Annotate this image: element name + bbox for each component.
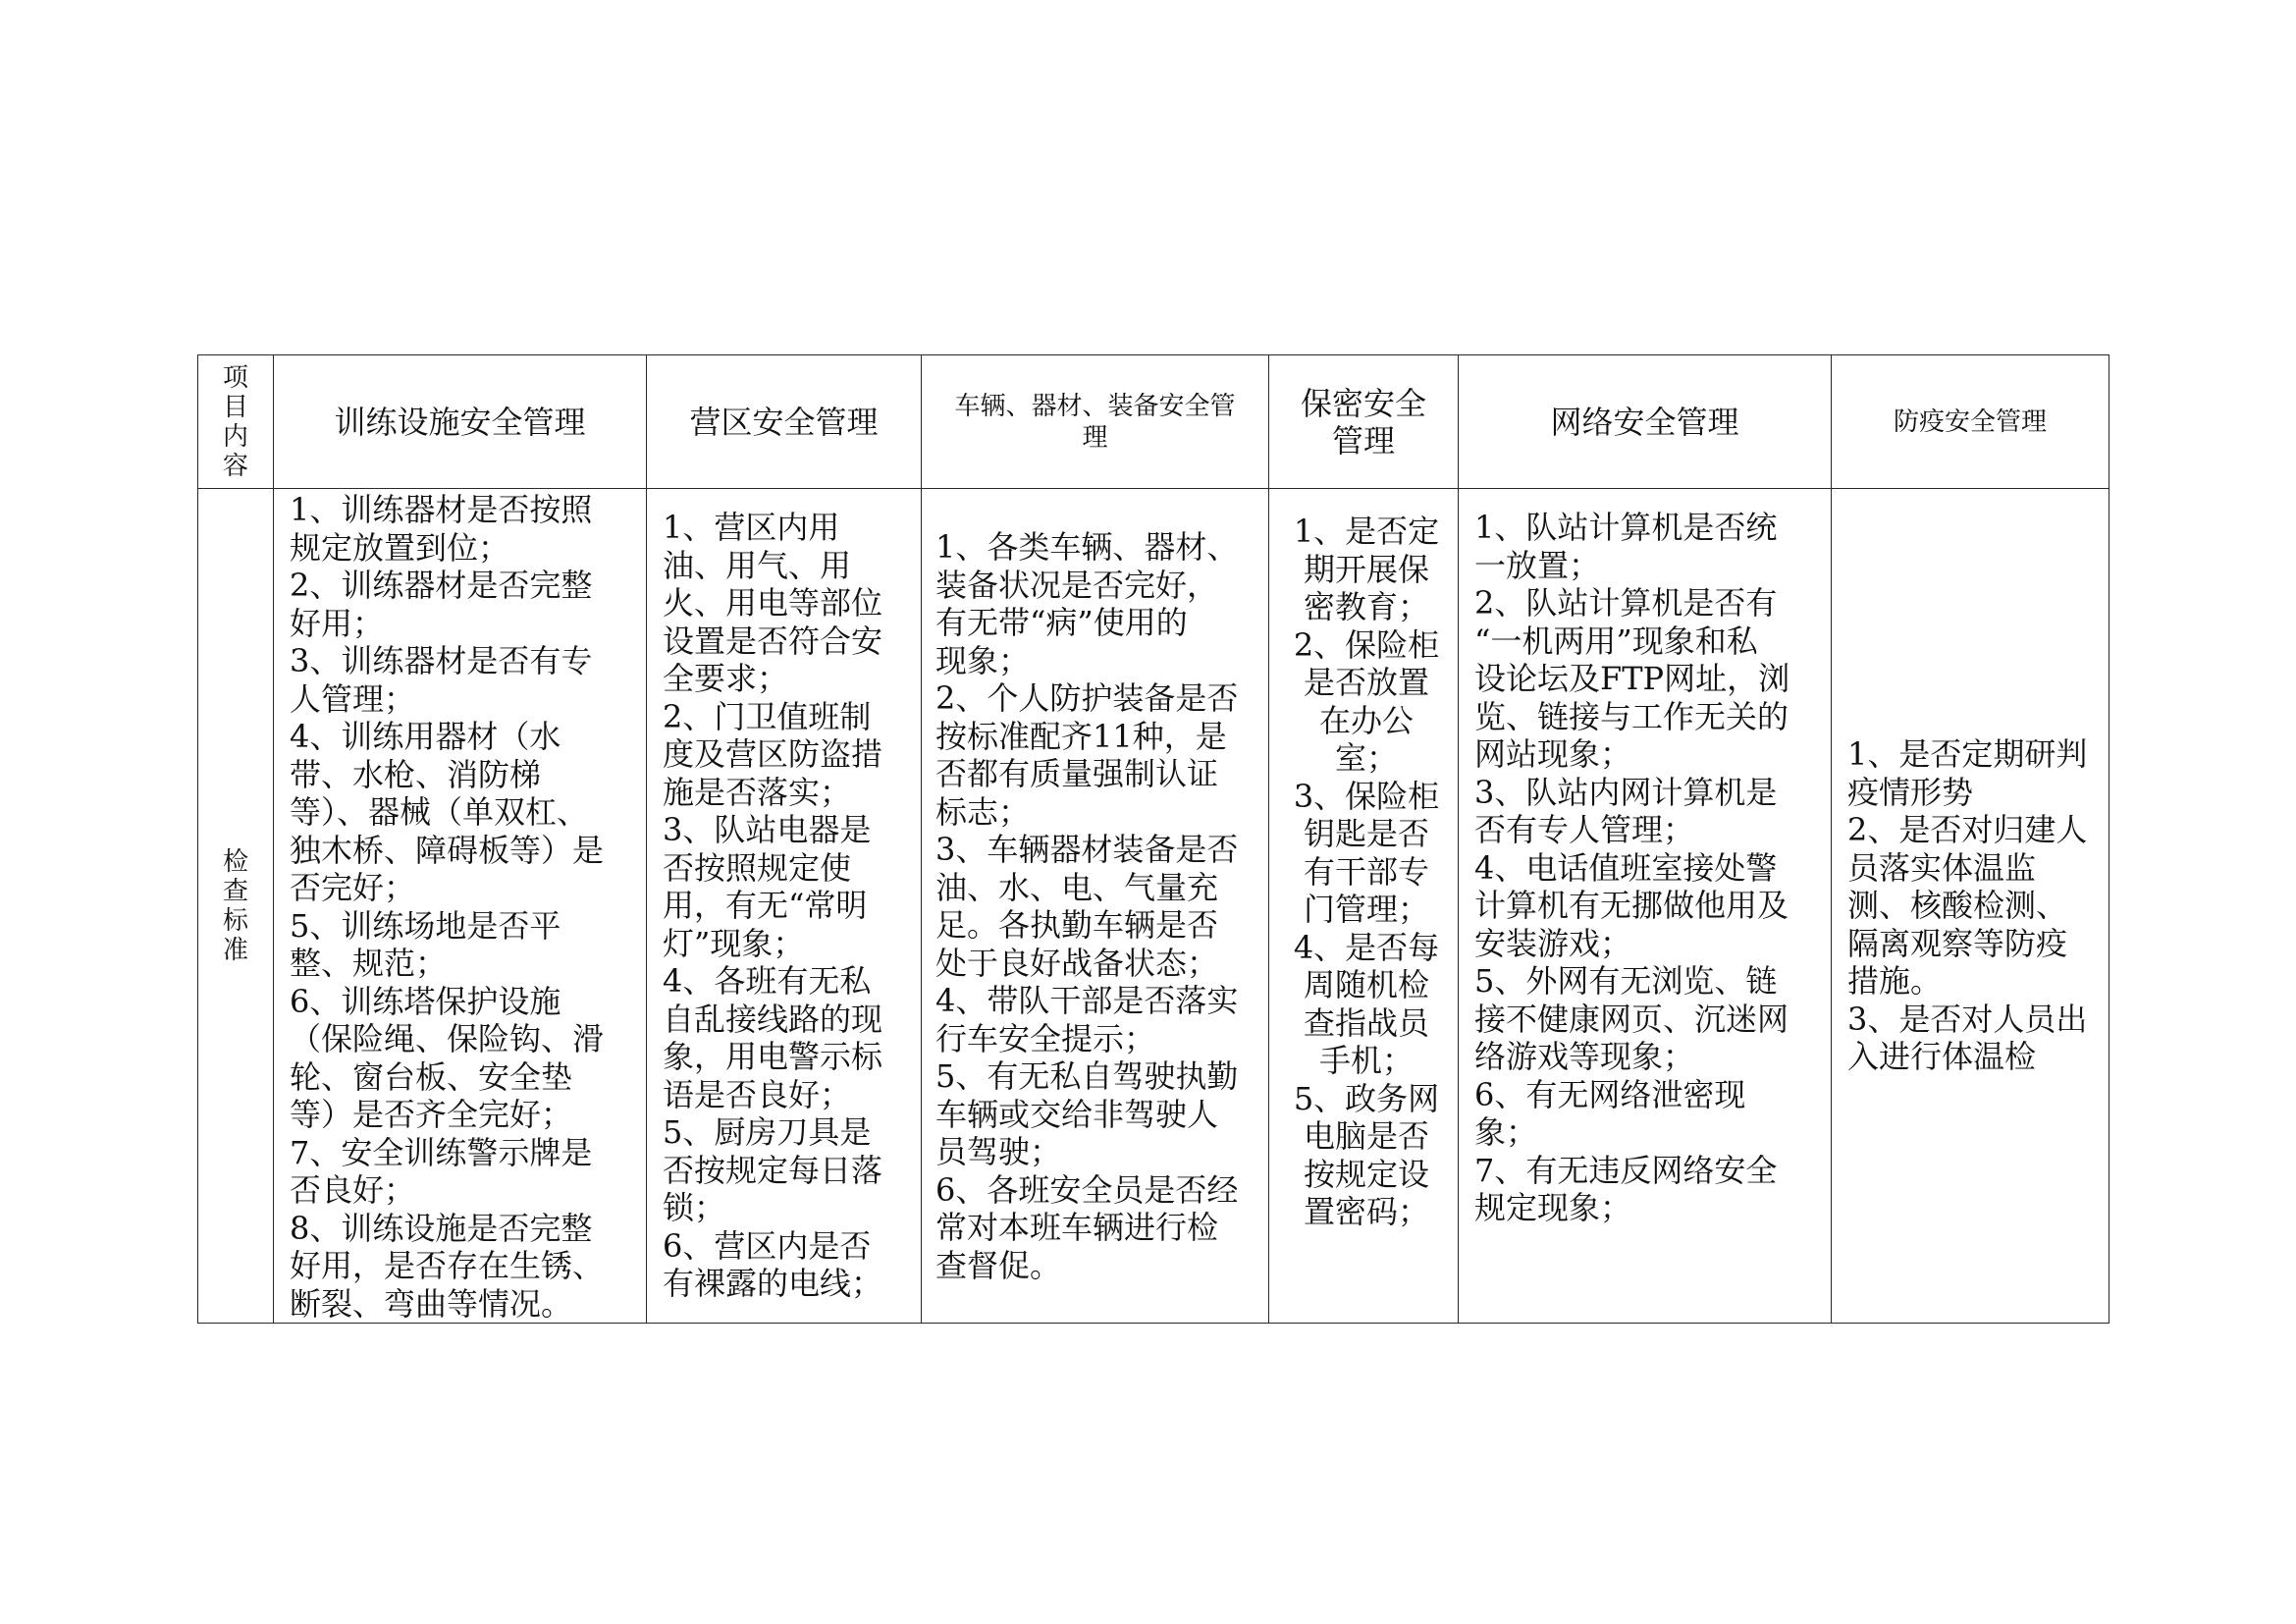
criteria-line: 4、电话值班室接处警 <box>1474 848 1778 887</box>
standards-row <box>198 489 2109 1324</box>
criteria-line: 室； <box>1334 739 1398 777</box>
criteria-line: 2、是否对归建人 <box>1847 811 2088 849</box>
criteria-line: 周随机检 <box>1303 966 1429 1003</box>
criteria-line: 按标准配齐11种，是 <box>935 717 1227 755</box>
criteria-line: 隔离观察等防疫 <box>1847 924 2068 962</box>
criteria-line: 密教育； <box>1303 588 1429 625</box>
criteria-line: 6、营区内是否 <box>663 1226 872 1265</box>
criteria-line: 轮、窗台板、安全垫 <box>290 1057 573 1096</box>
criteria-line: 规定放置到位； <box>290 528 510 567</box>
criteria-line: 4、带队干部是否落实 <box>935 982 1239 1019</box>
criteria-line: 测、核酸检测、 <box>1847 887 2068 925</box>
criteria-line: 电脑是否 <box>1303 1117 1429 1155</box>
criteria-line: 锁； <box>663 1189 726 1226</box>
criteria-line: 现象； <box>935 641 1031 679</box>
criteria-line: 按规定设 <box>1303 1155 1429 1193</box>
criteria-line: 在办公 <box>1318 701 1414 739</box>
criteria-line: 一放置； <box>1474 546 1601 584</box>
criteria-line: 2、保险柜 <box>1293 625 1440 664</box>
criteria-line: 3、车辆器材装备是否 <box>935 831 1239 868</box>
criteria-line: 常对本班车辆进行检 <box>935 1209 1219 1246</box>
criteria-line: 8、训练设施是否完整 <box>290 1209 593 1247</box>
criteria-line: 象； <box>1474 1113 1538 1151</box>
criteria-line: 标志； <box>935 792 1031 831</box>
criteria-line: 置密码； <box>1303 1193 1429 1230</box>
criteria-line: 网站现象； <box>1474 735 1632 773</box>
criteria-line: 否良好； <box>290 1171 416 1209</box>
criteria-line: 1、是否定 <box>1293 513 1440 550</box>
criteria-line: 3、保险柜 <box>1293 777 1440 815</box>
criteria-line: “一机两用”现象和私 <box>1474 622 1758 660</box>
criteria-line: 1、各类车辆、器材、 <box>935 528 1239 566</box>
training-facility-criteria <box>274 489 647 1324</box>
criteria-line: 用，有无“常明 <box>663 887 868 924</box>
vehicle-equipment-criteria <box>922 489 1269 1324</box>
criteria-line: 入进行体温检 <box>1847 1038 2037 1076</box>
criteria-line: 有无带“病”使用的 <box>935 604 1188 641</box>
criteria-line: 络游戏等现象； <box>1474 1038 1695 1075</box>
criteria-line: 有干部专 <box>1303 852 1429 891</box>
epidemic-criteria <box>1832 489 2109 1324</box>
criteria-line: 钥匙是否 <box>1303 815 1429 852</box>
criteria-line: 3、队站电器是 <box>663 811 872 848</box>
criteria-line: 措施。 <box>1847 962 1943 1001</box>
criteria-line: 安装游戏； <box>1474 924 1632 962</box>
criteria-line: 期开展保 <box>1303 550 1429 588</box>
criteria-line: （保险绳、保险钩、滑 <box>290 1020 605 1057</box>
criteria-line: 否按规定每日落 <box>663 1151 883 1189</box>
criteria-line: 行车安全提示； <box>935 1019 1156 1057</box>
criteria-line: 2、训练器材是否完整 <box>290 567 593 604</box>
header-vehicle-equipment-safety: 车辆、器材、装备安全管 理 <box>922 355 1269 489</box>
criteria-line: 6、训练塔保护设施 <box>290 982 561 1020</box>
criteria-line: 3、队站内网计算机是 <box>1474 773 1778 811</box>
criteria-line: 5、训练场地是否平 <box>290 906 561 945</box>
criteria-line: 有裸露的电线； <box>663 1265 883 1302</box>
criteria-line: 好用，是否存在生锈、 <box>290 1247 605 1284</box>
criteria-line: 设置是否符合安 <box>663 622 883 660</box>
criteria-line: 带、水枪、消防梯 <box>290 755 542 793</box>
corner-label: 项 目 内 容 <box>198 355 274 489</box>
criteria-line: 员落实体温监 <box>1847 848 2037 887</box>
criteria-line: 查督促。 <box>935 1246 1062 1284</box>
criteria-line: 油、水、电、气量充 <box>935 868 1219 906</box>
row-label: 检 查 标 准 <box>198 489 274 1324</box>
criteria-line: 自乱接线路的现 <box>663 1000 883 1038</box>
criteria-line: 3、是否对人员出 <box>1847 1000 2088 1038</box>
criteria-line: 断裂、弯曲等情况。 <box>290 1284 573 1323</box>
criteria-line: 5、厨房刀具是 <box>663 1113 872 1151</box>
criteria-line: 全要求； <box>663 660 789 697</box>
criteria-line: 6、各班安全员是否经 <box>935 1170 1239 1209</box>
criteria-line: 5、政务网 <box>1293 1079 1440 1117</box>
header-confidentiality-safety: 保密安全 管理 <box>1269 355 1459 489</box>
criteria-line: 1、队站计算机是否统 <box>1474 509 1778 546</box>
criteria-line: 5、外网有无浏览、链 <box>1474 962 1778 1000</box>
criteria-line: 5、有无私自驾驶执勤 <box>935 1057 1239 1095</box>
criteria-line: 独木桥、障碍板等）是 <box>290 831 605 869</box>
criteria-line: 1、是否定期研判 <box>1847 735 2088 774</box>
header-network-safety: 网络安全管理 <box>1459 355 1832 489</box>
criteria-line: 门管理； <box>1303 891 1429 928</box>
camp-criteria <box>647 489 922 1324</box>
criteria-line: 3、训练器材是否有专 <box>290 642 593 679</box>
criteria-line: 1、营区内用 <box>663 509 840 546</box>
criteria-line: 设论坛及FTP网址，浏 <box>1474 660 1790 697</box>
criteria-line: 油、用气、用 <box>663 546 852 584</box>
criteria-line: 1、训练器材是否按照 <box>290 491 593 528</box>
confidentiality-criteria <box>1269 489 1459 1324</box>
criteria-line: 2、队站计算机是否有 <box>1474 584 1778 622</box>
criteria-line: 度及营区防盗措 <box>663 735 883 773</box>
criteria-line: 4、是否每 <box>1293 928 1440 966</box>
criteria-line: 计算机有无挪做他用及 <box>1474 887 1789 924</box>
criteria-line: 等）是否齐全完好； <box>290 1096 573 1133</box>
criteria-line: 览、链接与工作无关的 <box>1474 697 1789 735</box>
criteria-line: 足。各执勤车辆是否 <box>935 906 1219 944</box>
criteria-line: 施是否落实； <box>663 773 852 811</box>
inspection-standards-table <box>197 354 2109 1324</box>
network-criteria <box>1459 489 1832 1324</box>
criteria-line: 人管理； <box>290 679 416 718</box>
criteria-line: 7、安全训练警示牌是 <box>290 1133 593 1171</box>
criteria-line: 2、门卫值班制 <box>663 697 872 735</box>
criteria-line: 好用； <box>290 604 385 642</box>
criteria-line: 接不健康网页、沉迷网 <box>1474 1000 1789 1038</box>
criteria-line: 否都有质量强制认证 <box>935 755 1219 792</box>
criteria-line: 规定现象； <box>1474 1189 1632 1226</box>
criteria-line: 手机； <box>1318 1042 1414 1079</box>
criteria-line: 是否放置 <box>1303 664 1429 701</box>
header-epidemic-safety: 防疫安全管理 <box>1832 355 2109 489</box>
criteria-line: 查指战员 <box>1303 1003 1429 1042</box>
criteria-line: 灯”现象； <box>663 924 805 962</box>
criteria-line: 处于良好战备状态； <box>935 944 1219 982</box>
criteria-line: 4、训练用器材（水 <box>290 718 561 755</box>
criteria-line: 否完好； <box>290 869 416 906</box>
criteria-line: 象，用电警示标 <box>663 1038 883 1075</box>
criteria-line: 4、各班有无私 <box>663 962 872 1000</box>
criteria-line: 员驾驶； <box>935 1133 1062 1170</box>
criteria-line: 等）、器械（单双杠、 <box>290 793 589 831</box>
criteria-line: 2、个人防护装备是否 <box>935 679 1239 717</box>
header-training-facility-safety: 训练设施安全管理 <box>274 355 647 489</box>
criteria-line: 否按照规定使 <box>663 848 852 887</box>
criteria-line: 7、有无违反网络安全 <box>1474 1151 1778 1189</box>
criteria-line: 疫情形势 <box>1847 773 1974 811</box>
criteria-line: 整、规范； <box>290 945 448 982</box>
criteria-line: 车辆或交给非驾驶人 <box>935 1095 1219 1133</box>
criteria-line: 6、有无网络泄密现 <box>1474 1075 1746 1113</box>
criteria-line: 火、用电等部位 <box>663 584 883 622</box>
criteria-line: 语是否良好； <box>663 1075 852 1113</box>
criteria-line: 装备状况是否完好， <box>935 566 1219 604</box>
header-row <box>198 355 2109 489</box>
criteria-line: 否有专人管理； <box>1474 811 1695 848</box>
header-camp-safety: 营区安全管理 <box>647 355 922 489</box>
